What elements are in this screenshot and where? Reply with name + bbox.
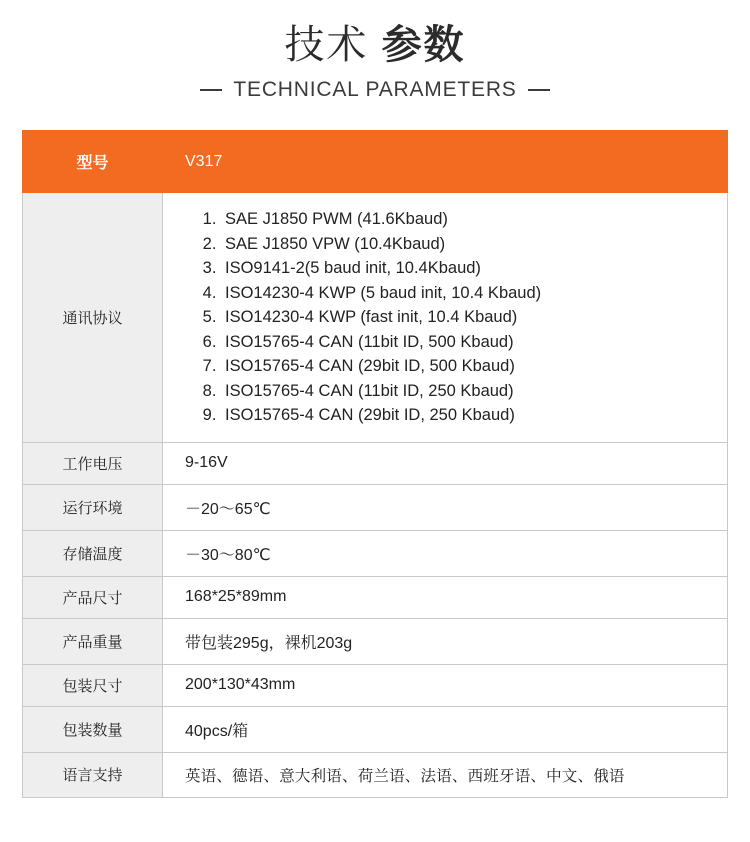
row-value-product-size: 168*25*89mm (163, 576, 728, 618)
list-item: 8. ISO15765-4 CAN (11bit ID, 250 Kbaud) (221, 379, 727, 404)
table-row-model (23, 131, 728, 193)
table-row-product-weight (23, 618, 728, 664)
spec-table (22, 130, 728, 798)
list-item: 1. SAE J1850 PWM (41.6Kbaud) (221, 207, 727, 232)
table-row-storage-temp (23, 530, 728, 576)
page-title-part2: 参数 (381, 23, 466, 67)
dash-left-icon (200, 89, 222, 91)
table-row-package-size (23, 664, 728, 706)
subtitle-row (0, 78, 750, 102)
list-item: 9. ISO15765-4 CAN (29bit ID, 250 Kbaud) (221, 403, 727, 428)
dash-right-icon (528, 89, 550, 91)
list-item: 6. ISO15765-4 CAN (11bit ID, 500 Kbaud) (221, 330, 727, 355)
list-item: 3. ISO9141-2(5 baud init, 10.4Kbaud) (221, 256, 727, 281)
table-row-product-size (23, 576, 728, 618)
row-label-model: 型号 (23, 131, 163, 193)
list-item: 5. ISO14230-4 KWP (fast init, 10.4 Kbaud) (221, 305, 727, 330)
row-label-package-size: 包装尺寸 (23, 664, 163, 706)
row-value-package-qty: 40pcs/箱 (163, 706, 728, 752)
row-value-language: 英语、德语、意大利语、荷兰语、法语、西班牙语、中文、俄语 (163, 752, 728, 797)
row-label-product-weight: 产品重量 (23, 618, 163, 664)
page-title-part1: 技术 (284, 23, 382, 67)
row-value-product-weight: 带包装295g，裸机203g (163, 618, 728, 664)
row-value-model: V317 (163, 131, 728, 193)
page-subtitle: TECHNICAL PARAMETERS (233, 78, 517, 101)
row-label-protocol: 通讯协议 (23, 193, 163, 443)
row-value-protocol (163, 193, 728, 443)
row-label-voltage: 工作电压 (23, 442, 163, 484)
row-label-product-size: 产品尺寸 (23, 576, 163, 618)
row-value-operating-env: －20～65℃ (163, 484, 728, 530)
row-label-storage-temp: 存储温度 (23, 530, 163, 576)
row-value-package-size: 200*130*43mm (163, 664, 728, 706)
row-label-language: 语言支持 (23, 752, 163, 797)
table-row-language (23, 752, 728, 797)
table-row-protocol (23, 193, 728, 443)
page-title (0, 18, 750, 72)
protocol-list (163, 207, 727, 428)
table-row-voltage (23, 442, 728, 484)
table-row-operating-env (23, 484, 728, 530)
row-label-package-qty: 包装数量 (23, 706, 163, 752)
row-value-voltage: 9-16V (163, 442, 728, 484)
row-value-storage-temp: －30～80℃ (163, 530, 728, 576)
list-item: 2. SAE J1850 VPW (10.4Kbaud) (221, 232, 727, 257)
list-item: 7. ISO15765-4 CAN (29bit ID, 500 Kbaud) (221, 354, 727, 379)
spec-table-wrap (22, 130, 728, 798)
list-item: 4. ISO14230-4 KWP (5 baud init, 10.4 Kbaud) (221, 281, 727, 306)
page-header (0, 0, 750, 102)
table-row-package-qty (23, 706, 728, 752)
row-label-operating-env: 运行环境 (23, 484, 163, 530)
